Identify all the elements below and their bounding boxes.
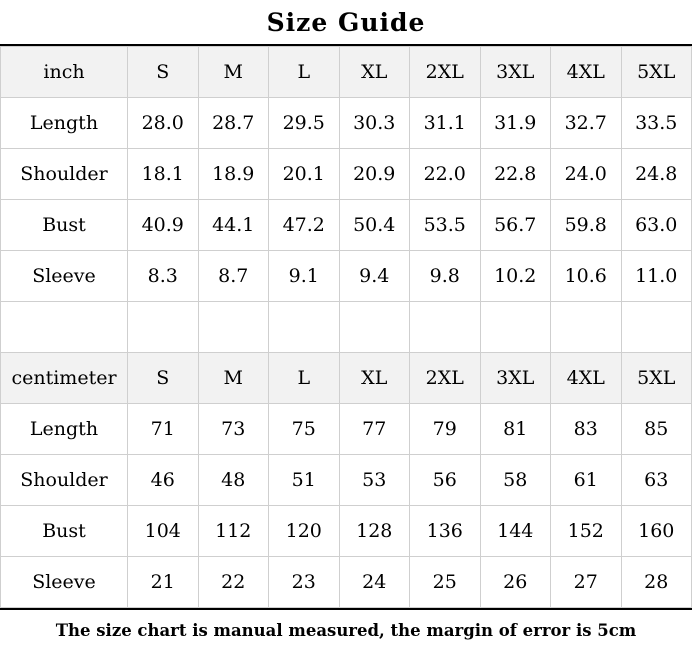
spacer-cell bbox=[621, 302, 692, 353]
column-header-5xl: 5XL bbox=[621, 353, 692, 404]
cell-value: 28.7 bbox=[198, 98, 269, 149]
column-header-m: M bbox=[198, 47, 269, 98]
cell-value: 24 bbox=[339, 557, 410, 608]
unit-label-inch: inch bbox=[1, 47, 128, 98]
cell-value: 160 bbox=[621, 506, 692, 557]
column-header-4xl: 4XL bbox=[551, 353, 622, 404]
cell-value: 81 bbox=[480, 404, 551, 455]
row-label-length: Length bbox=[1, 404, 128, 455]
table-row bbox=[1, 251, 692, 302]
column-header-m: M bbox=[198, 353, 269, 404]
column-header-l: L bbox=[269, 353, 340, 404]
cell-value: 53 bbox=[339, 455, 410, 506]
cell-value: 63 bbox=[621, 455, 692, 506]
cell-value: 33.5 bbox=[621, 98, 692, 149]
table-header-row-inch bbox=[1, 47, 692, 98]
cell-value: 104 bbox=[128, 506, 199, 557]
table-spacer-row bbox=[1, 302, 692, 353]
cell-value: 22.0 bbox=[410, 149, 481, 200]
row-label-sleeve: Sleeve bbox=[1, 557, 128, 608]
column-header-xl: XL bbox=[339, 47, 410, 98]
spacer-cell bbox=[198, 302, 269, 353]
cell-value: 40.9 bbox=[128, 200, 199, 251]
cell-value: 51 bbox=[269, 455, 340, 506]
page-title: Size Guide bbox=[0, 0, 692, 46]
cell-value: 136 bbox=[410, 506, 481, 557]
spacer-cell bbox=[128, 302, 199, 353]
cell-value: 10.2 bbox=[480, 251, 551, 302]
cell-value: 11.0 bbox=[621, 251, 692, 302]
cell-value: 31.9 bbox=[480, 98, 551, 149]
cell-value: 47.2 bbox=[269, 200, 340, 251]
spacer-cell bbox=[410, 302, 481, 353]
cell-value: 20.9 bbox=[339, 149, 410, 200]
column-header-3xl: 3XL bbox=[480, 47, 551, 98]
cell-value: 63.0 bbox=[621, 200, 692, 251]
column-header-xl: XL bbox=[339, 353, 410, 404]
table-row bbox=[1, 506, 692, 557]
table-row bbox=[1, 557, 692, 608]
cell-value: 32.7 bbox=[551, 98, 622, 149]
cell-value: 21 bbox=[128, 557, 199, 608]
table-row bbox=[1, 404, 692, 455]
cell-value: 29.5 bbox=[269, 98, 340, 149]
cell-value: 23 bbox=[269, 557, 340, 608]
table-row bbox=[1, 149, 692, 200]
cell-value: 22 bbox=[198, 557, 269, 608]
table-header-row-centimeter bbox=[1, 353, 692, 404]
cell-value: 85 bbox=[621, 404, 692, 455]
cell-value: 9.1 bbox=[269, 251, 340, 302]
cell-value: 10.6 bbox=[551, 251, 622, 302]
footer-note: The size chart is manual measured, the margin of error is 5cm bbox=[0, 608, 692, 651]
column-header-s: S bbox=[128, 47, 199, 98]
row-label-shoulder: Shoulder bbox=[1, 455, 128, 506]
cell-value: 8.3 bbox=[128, 251, 199, 302]
unit-label-centimeter: centimeter bbox=[1, 353, 128, 404]
cell-value: 8.7 bbox=[198, 251, 269, 302]
cell-value: 46 bbox=[128, 455, 199, 506]
cell-value: 59.8 bbox=[551, 200, 622, 251]
cell-value: 50.4 bbox=[339, 200, 410, 251]
row-label-bust: Bust bbox=[1, 506, 128, 557]
column-header-5xl: 5XL bbox=[621, 47, 692, 98]
table-row bbox=[1, 98, 692, 149]
cell-value: 112 bbox=[198, 506, 269, 557]
cell-value: 18.1 bbox=[128, 149, 199, 200]
spacer-cell bbox=[269, 302, 340, 353]
column-header-2xl: 2XL bbox=[410, 47, 481, 98]
cell-value: 53.5 bbox=[410, 200, 481, 251]
cell-value: 28.0 bbox=[128, 98, 199, 149]
cell-value: 44.1 bbox=[198, 200, 269, 251]
cell-value: 24.0 bbox=[551, 149, 622, 200]
column-header-4xl: 4XL bbox=[551, 47, 622, 98]
spacer-cell bbox=[339, 302, 410, 353]
cell-value: 9.4 bbox=[339, 251, 410, 302]
cell-value: 30.3 bbox=[339, 98, 410, 149]
column-header-s: S bbox=[128, 353, 199, 404]
cell-value: 56.7 bbox=[480, 200, 551, 251]
cell-value: 58 bbox=[480, 455, 551, 506]
cell-value: 83 bbox=[551, 404, 622, 455]
cell-value: 22.8 bbox=[480, 149, 551, 200]
spacer-cell bbox=[480, 302, 551, 353]
cell-value: 56 bbox=[410, 455, 481, 506]
column-header-3xl: 3XL bbox=[480, 353, 551, 404]
cell-value: 152 bbox=[551, 506, 622, 557]
cell-value: 27 bbox=[551, 557, 622, 608]
spacer-cell bbox=[551, 302, 622, 353]
cell-value: 144 bbox=[480, 506, 551, 557]
spacer-cell bbox=[1, 302, 128, 353]
cell-value: 75 bbox=[269, 404, 340, 455]
cell-value: 48 bbox=[198, 455, 269, 506]
cell-value: 79 bbox=[410, 404, 481, 455]
cell-value: 128 bbox=[339, 506, 410, 557]
row-label-bust: Bust bbox=[1, 200, 128, 251]
row-label-length: Length bbox=[1, 98, 128, 149]
cell-value: 61 bbox=[551, 455, 622, 506]
cell-value: 20.1 bbox=[269, 149, 340, 200]
cell-value: 31.1 bbox=[410, 98, 481, 149]
cell-value: 77 bbox=[339, 404, 410, 455]
column-header-2xl: 2XL bbox=[410, 353, 481, 404]
cell-value: 25 bbox=[410, 557, 481, 608]
size-table-inch bbox=[0, 46, 692, 608]
column-header-l: L bbox=[269, 47, 340, 98]
row-label-sleeve: Sleeve bbox=[1, 251, 128, 302]
cell-value: 24.8 bbox=[621, 149, 692, 200]
row-label-shoulder: Shoulder bbox=[1, 149, 128, 200]
cell-value: 9.8 bbox=[410, 251, 481, 302]
cell-value: 18.9 bbox=[198, 149, 269, 200]
cell-value: 120 bbox=[269, 506, 340, 557]
cell-value: 71 bbox=[128, 404, 199, 455]
table-row bbox=[1, 455, 692, 506]
cell-value: 73 bbox=[198, 404, 269, 455]
table-row bbox=[1, 200, 692, 251]
cell-value: 28 bbox=[621, 557, 692, 608]
cell-value: 26 bbox=[480, 557, 551, 608]
